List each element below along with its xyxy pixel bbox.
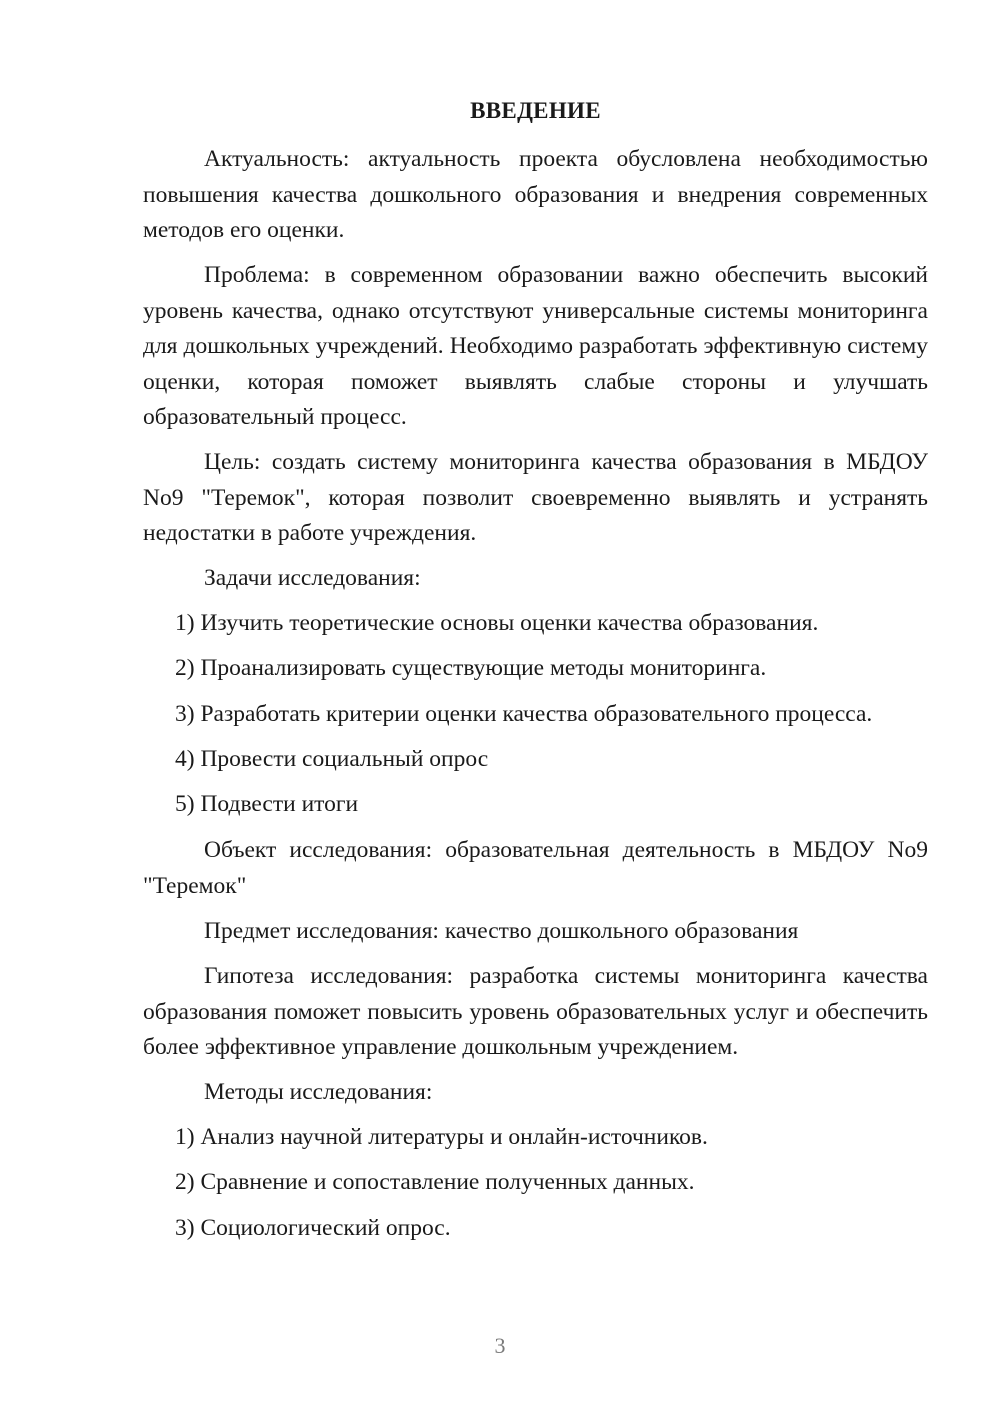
page-title: ВВЕДЕНИЕ (470, 98, 601, 123)
paragraph-object: Объект исследования: образовательная деятельность в МБДОУ No9 "Теремок" (143, 837, 928, 899)
method-item: 2) Сравнение и сопоставление полученных данных. (175, 1169, 695, 1195)
paragraph-subject: Предмет исследования: качество дошкольного образования (204, 918, 799, 944)
page-number: 3 (494, 1333, 506, 1358)
task-item: 5) Подвести итоги (175, 791, 359, 817)
paragraph-problem: Проблема: в современном образовании важно обеспечить высокий уровень качества, однако отсутствуют универсальные системы мониторинга для дошкольных учреждений. Необходимо разработать эффективную систему оценки, которая поможет выявлять слабые стороны и улучшать образовательный процесс. (143, 262, 928, 430)
methods-heading: Методы исследования: (204, 1079, 433, 1105)
paragraph-goal: Цель: создать систему мониторинга качества образования в МБДОУ No9 "Теремок", которая позволит своевременно выявлять и устранять недостатки в работе учреждения. (143, 449, 928, 546)
tasks-heading: Задачи исследования: (204, 565, 421, 591)
paragraph-hypothesis: Гипотеза исследования: разработка системы мониторинга качества образования поможет повысить уровень образовательных услуг и обеспечить более эффективное управление дошкольным учреждением. (143, 963, 928, 1060)
task-item: 4) Провести социальный опрос (175, 746, 489, 772)
task-item: 3) Разработать критерии оценки качества образовательного процесса. (175, 701, 873, 727)
method-item: 3) Социологический опрос. (175, 1215, 451, 1241)
task-item: 2) Проанализировать существующие методы мониторинга. (175, 655, 767, 681)
task-item: 1) Изучить теоретические основы оценки качества образования. (175, 610, 819, 636)
paragraph-relevance: Актуальность: актуальность проекта обусловлена необходимостью повышения качества дошкольного образования и внедрения современных методов его оценки. (143, 146, 928, 243)
method-item: 1) Анализ научной литературы и онлайн-источников. (175, 1124, 708, 1150)
